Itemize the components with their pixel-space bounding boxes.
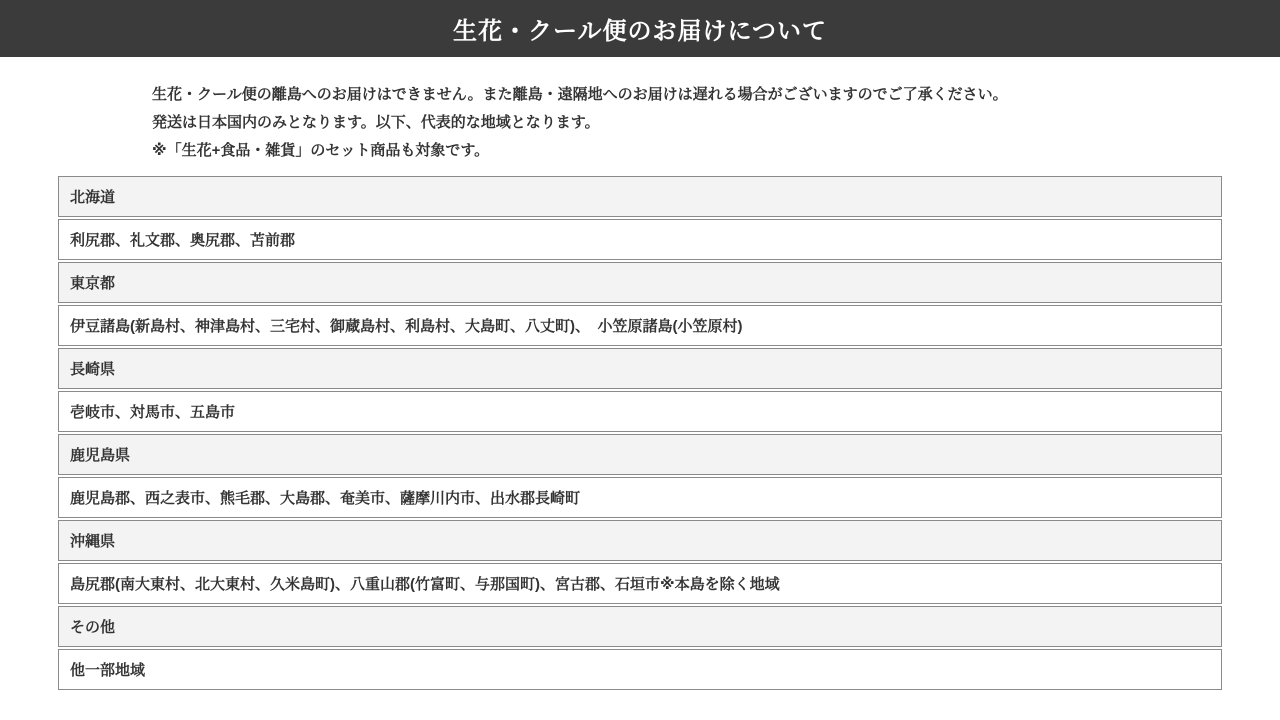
prefecture-header-kagoshima: 鹿児島県 [58, 434, 1222, 475]
notice-line-1: 生花・クール便の離島へのお届けはできません。また離島・遠隔地へのお届けは遅れる場合がございますのでご了承ください。 [152, 86, 1008, 103]
prefecture-header-okinawa: 沖縄県 [58, 520, 1222, 561]
prefecture-header-tokyo: 東京都 [58, 262, 1222, 303]
area-row-tokyo: 伊豆諸島(新島村、神津島村、三宅村、御蔵島村、利島村、大島町、八丈町)、 小笠原諸島(小笠原村) [58, 305, 1222, 346]
delivery-area-table [58, 176, 1222, 690]
prefecture-header-hokkaido: 北海道 [58, 176, 1222, 217]
prefecture-header-nagasaki: 長崎県 [58, 348, 1222, 389]
prefecture-header-other: その他 [58, 606, 1222, 647]
notice-line-2: 発送は日本国内のみとなります。以下、代表的な地域となります。 [152, 114, 600, 131]
area-row-nagasaki: 壱岐市、対馬市、五島市 [58, 391, 1222, 432]
area-row-okinawa: 島尻郡(南大東村、北大東村、久米島町)、八重山郡(竹富町、与那国町)、宮古郡、石垣市※本島を除く地域 [58, 563, 1222, 604]
area-row-other: 他一部地域 [58, 649, 1222, 690]
delivery-notice [152, 81, 1222, 165]
area-row-hokkaido: 利尻郡、礼文郡、奥尻郡、苫前郡 [58, 219, 1222, 260]
notice-line-3: ※「生花+食品・雑貨」のセット商品も対象です。 [152, 142, 490, 159]
area-row-kagoshima: 鹿児島郡、西之表市、熊毛郡、大島郡、奄美市、薩摩川内市、出水郡長崎町 [58, 477, 1222, 518]
page-header [0, 0, 1280, 57]
page-title: 生花・クール便のお届けについて [452, 18, 828, 45]
